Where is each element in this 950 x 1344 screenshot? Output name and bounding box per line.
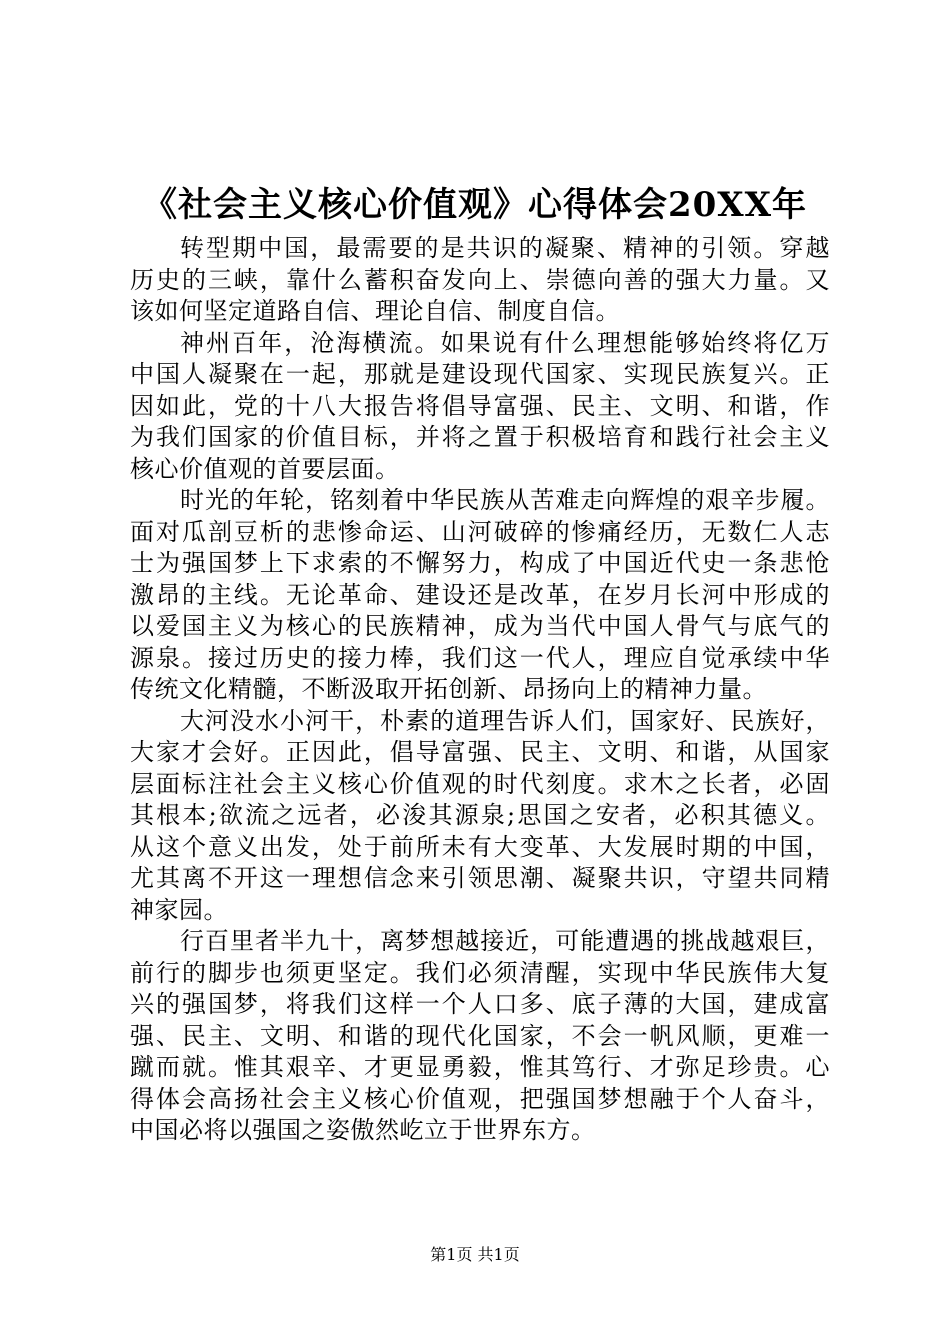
paragraph-line: 前行的脚步也须更坚定。我们必须清醒，实现中华民族伟大复: [130, 958, 830, 987]
paragraph-line: 大河没水小河干，朴素的道理告诉人们，国家好、民族好，: [180, 706, 830, 735]
paragraph-line: 转型期中国，最需要的是共识的凝聚、精神的引领。穿越: [180, 234, 830, 262]
paragraph-3: [130, 485, 830, 706]
paragraph-line: 神家园。: [130, 895, 228, 924]
document-body: [130, 233, 830, 1147]
paragraph-line: 兴的强国梦，将我们这样一个人口多、底子薄的大国，建成富: [130, 990, 830, 1018]
paragraph-line: 士为强国梦上下求索的不懈努力，构成了中国近代史一条悲怆: [130, 549, 830, 577]
document-title: 《社会主义核心价值观》心得体会20XX年: [142, 185, 808, 225]
paragraph-line: 时光的年轮，铭刻着中华民族从苦难走向辉煌的艰辛步履。: [180, 486, 830, 514]
paragraph-2: [130, 328, 830, 486]
paragraph-line: 激昂的主线。无论革命、建设还是改革，在岁月长河中形成的: [130, 580, 830, 609]
page-number-footer: 第1页 共1页: [430, 1245, 520, 1264]
paragraph-line: 层面标注社会主义核心价值观的时代刻度。求木之长者，必固: [130, 769, 830, 798]
paragraph-4: [130, 706, 830, 927]
paragraph-line: 该如何坚定道路自信、理论自信、制度自信。: [130, 297, 620, 325]
paragraph-line: 神州百年，沧海横流。如果说有什么理想能够始终将亿万: [180, 328, 830, 357]
paragraph-line: 行百里者半九十，离梦想越接近，可能遭遇的挑战越艰巨，: [180, 927, 830, 955]
paragraph-line: 中国人凝聚在一起，那就是建设现代国家、实现民族复兴。正: [130, 360, 830, 388]
paragraph-line: 为我们国家的价值目标，并将之置于积极培育和践行社会主义: [130, 423, 830, 451]
paragraph-line: 强、民主、文明、和谐的现代化国家，不会一帆风顺，更难一: [130, 1021, 830, 1050]
paragraph-line: 其根本;欲流之远者，必浚其源泉;思国之安者，必积其德义。: [130, 801, 830, 829]
paragraph-line: 中国必将以强国之姿傲然屹立于世界东方。: [130, 1116, 596, 1144]
paragraph-5: [130, 926, 830, 1147]
paragraph-line: 从这个意义出发，处于前所未有大变革、大发展时期的中国，: [130, 832, 830, 861]
paragraph-line: 面对瓜剖豆析的悲惨命运、山河破碎的惨痛经历，无数仁人志: [130, 517, 830, 546]
paragraph-1: [130, 233, 830, 328]
paragraph-line: 蹴而就。惟其艰辛、才更显勇毅，惟其笃行、才弥足珍贵。心: [130, 1053, 830, 1081]
paragraph-line: 大家才会好。正因此，倡导富强、民主、文明、和谐，从国家: [130, 738, 830, 766]
paragraph-line: 历史的三峡，靠什么蓄积奋发向上、崇德向善的强大力量。又: [130, 265, 830, 294]
paragraph-line: 尤其离不开这一理想信念来引领思潮、凝聚共识，守望共同精: [130, 864, 830, 892]
paragraph-line: 源泉。接过历史的接力棒，我们这一代人，理应自觉承续中华: [130, 643, 830, 672]
paragraph-line: 传统文化精髓，不断汲取开拓创新、昂扬向上的精神力量。: [130, 675, 767, 703]
paragraph-line: 得体会高扬社会主义核心价值观，把强国梦想融于个人奋斗，: [130, 1084, 830, 1113]
paragraph-line: 核心价值观的首要层面。: [130, 454, 400, 483]
paragraph-line: 因如此，党的十八大报告将倡导富强、民主、文明、和谐，作: [130, 391, 830, 420]
paragraph-line: 以爱国主义为核心的民族精神，成为当代中国人骨气与底气的: [130, 612, 830, 640]
